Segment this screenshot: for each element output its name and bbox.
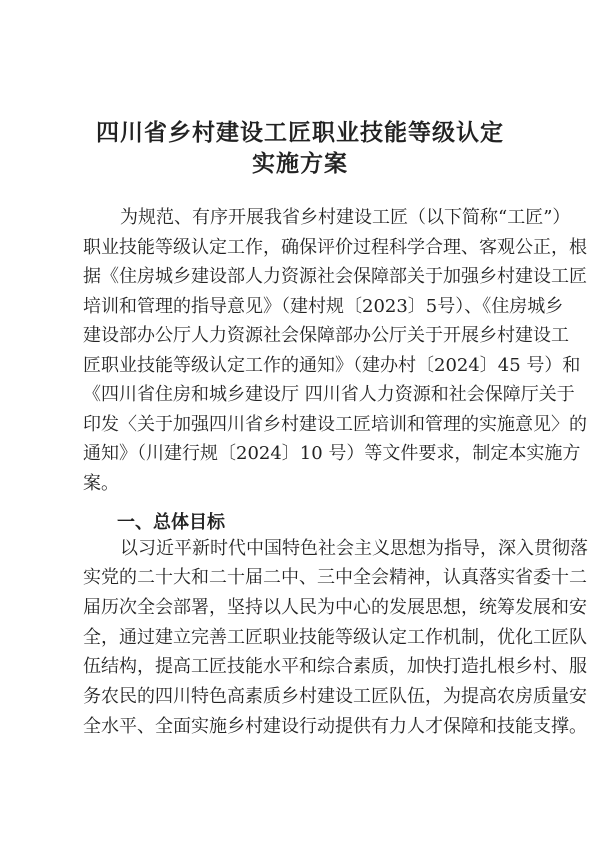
text-line: 印发〈关于加强四川省乡村建设工匠培训和管理的实施意见〉的 (83, 414, 587, 435)
title-line-1: 四川省乡村建设工匠职业技能等级认定 (96, 119, 504, 146)
text-line: 以习近平新时代中国特色社会主义思想为指导，深入贯彻落 (120, 538, 588, 559)
text-line: 建设部办公厅人力资源社会保障部办公厅关于开展乡村建设工 (83, 325, 569, 346)
text-line: 案。 (83, 473, 119, 494)
text-line: 全水平、全面实施乡村建设行动提供有力人才保障和技能支撑。 (83, 716, 587, 737)
text-line: 《四川省住房和城乡建设厅 四川省人力资源和社会保障厅关于 (83, 384, 575, 405)
text-line: 为规范、有序开展我省乡村建设工匠（以下简称“工匠”） (120, 207, 571, 228)
text-line: 全，通过建立完善工匠职业技能等级认定工作机制，优化工匠队 (83, 627, 587, 648)
text-line: 匠职业技能等级认定工作的通知》（建办村〔2024〕45 号）和 (83, 355, 581, 376)
text-line: 实党的二十大和二十届二中、三中全会精神，认真落实省委十二 (83, 567, 587, 588)
text-line: 据《住房城乡建设部人力资源社会保障部关于加强乡村建设工匠 (83, 266, 587, 287)
text-line: 通知》（川建行规〔2024〕10 号）等文件要求，制定本实施方 (83, 443, 581, 464)
text-line: 培训和管理的指导意见》（建村规〔2023〕5号）、《住房城乡 (83, 296, 564, 317)
text-line: 届历次全会部署，坚持以人民为中心的发展思想，统筹发展和安 (83, 597, 587, 618)
text-line: 务农民的四川特色高素质乡村建设工匠队伍，为提高农房质量安 (83, 686, 587, 707)
title-line-2: 实施方案 (252, 150, 348, 177)
section-heading: 一、总体目标 (117, 512, 225, 533)
text-line: 职业技能等级认定工作，确保评价过程科学合理、客观公正，根 (83, 237, 587, 258)
text-line: 伍结构，提高工匠技能水平和综合素质，加快打造扎根乡村、服 (83, 656, 587, 677)
